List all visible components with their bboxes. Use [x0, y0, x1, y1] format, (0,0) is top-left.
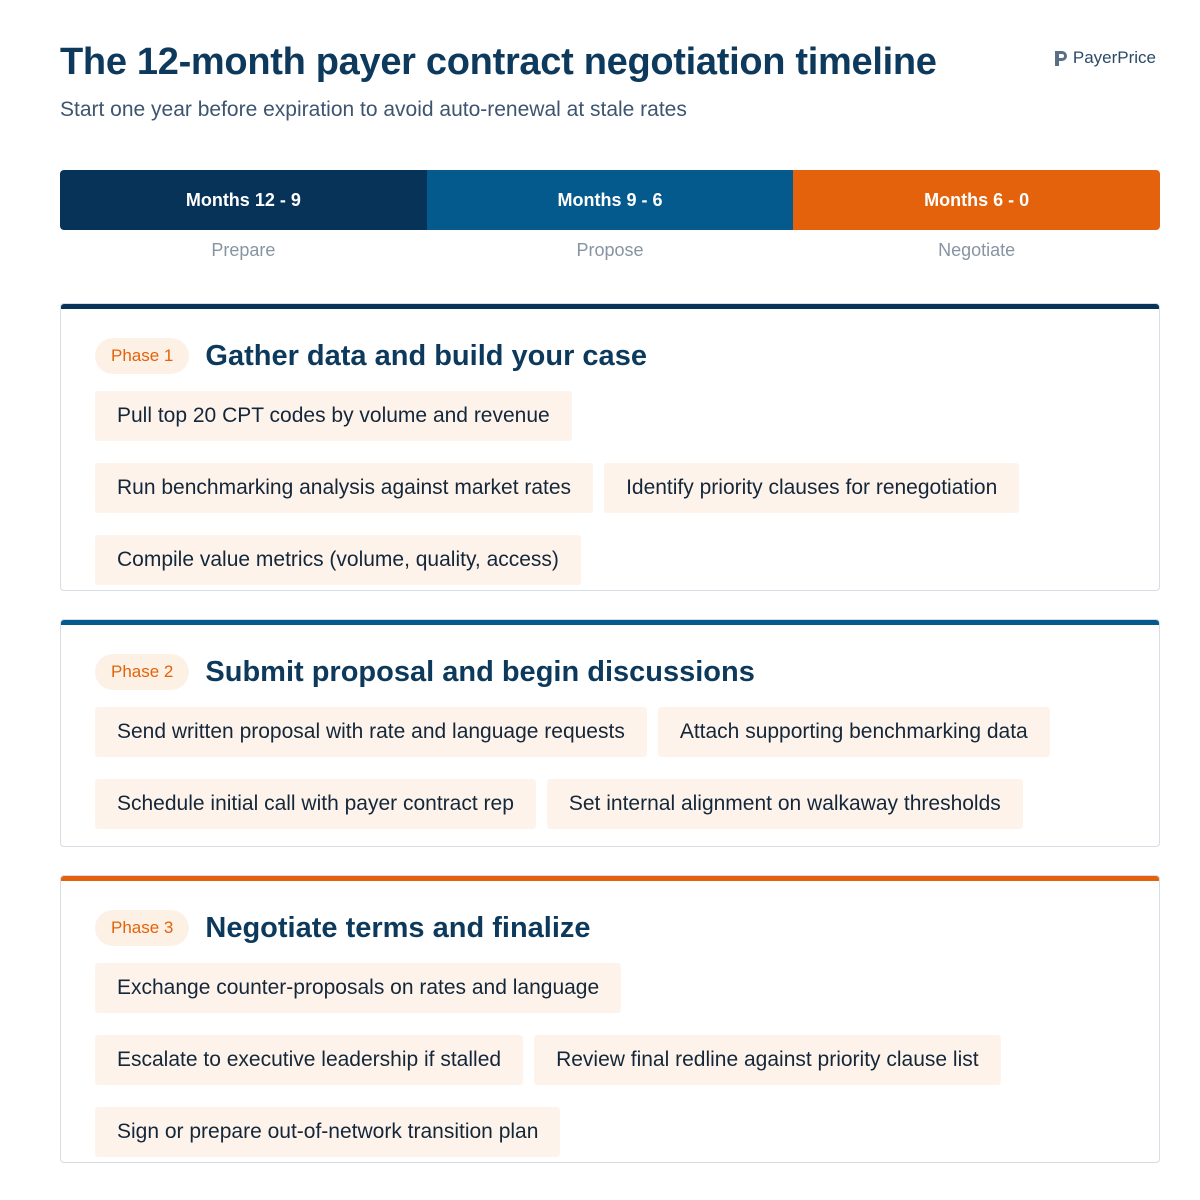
task-item: Attach supporting benchmarking data [658, 707, 1050, 757]
timeline-segment-months-9-6: Months 9 - 6 [427, 170, 794, 230]
task-item: Schedule initial call with payer contract rep [95, 779, 536, 829]
payerprice-logo-icon [1055, 51, 1067, 66]
phase-1-card [60, 303, 1160, 591]
timeline-segment-months-6-0: Months 6 - 0 [793, 170, 1160, 230]
task-item: Exchange counter-proposals on rates and language [95, 963, 621, 1013]
page-subtitle: Start one year before expiration to avoid auto-renewal at stale rates [60, 98, 687, 121]
task-item: Pull top 20 CPT codes by volume and revenue [95, 391, 572, 441]
phase-3-accent-bar [61, 876, 1159, 881]
phase-1-title: Gather data and build your case [205, 339, 647, 372]
phase-3-tasks [95, 963, 1135, 1157]
page-title: The 12-month payer contract negotiation timeline [60, 41, 937, 83]
phase-2-title: Submit proposal and begin discussions [205, 655, 755, 688]
page-header [60, 38, 1160, 128]
task-item: Send written proposal with rate and language requests [95, 707, 647, 757]
phase-3-badge: Phase 3 [95, 910, 189, 946]
phase-1-badge: Phase 1 [95, 338, 189, 374]
phase-3-card [60, 875, 1160, 1163]
task-item: Identify priority clauses for renegotiation [604, 463, 1019, 513]
phase-3-title: Negotiate terms and finalize [205, 911, 591, 944]
brand-name: PayerPrice [1072, 48, 1156, 67]
task-item: Compile value metrics (volume, quality, access) [95, 535, 581, 585]
task-item: Sign or prepare out-of-network transition plan [95, 1107, 560, 1157]
phase-2-badge: Phase 2 [95, 654, 189, 690]
timeline-sublabels [60, 240, 1160, 261]
timeline-sublabel-negotiate: Negotiate [938, 240, 1016, 260]
task-item: Review final redline against priority clause list [534, 1035, 1001, 1085]
phase-1-accent-bar [61, 304, 1159, 309]
phase-2-tasks [95, 707, 1135, 829]
timeline-segment-months-12-9: Months 12 - 9 [60, 170, 427, 230]
phase-2-card [60, 619, 1160, 847]
brand-logo [1055, 48, 1156, 68]
task-item: Escalate to executive leadership if stalled [95, 1035, 523, 1085]
timeline-bar [60, 170, 1160, 230]
phase-2-accent-bar [61, 620, 1159, 625]
task-item: Run benchmarking analysis against market rates [95, 463, 593, 513]
phase-1-tasks [95, 391, 1135, 585]
timeline-sublabel-prepare: Prepare [211, 240, 276, 260]
task-item: Set internal alignment on walkaway thresholds [547, 779, 1023, 829]
timeline-sublabel-propose: Propose [576, 240, 644, 260]
